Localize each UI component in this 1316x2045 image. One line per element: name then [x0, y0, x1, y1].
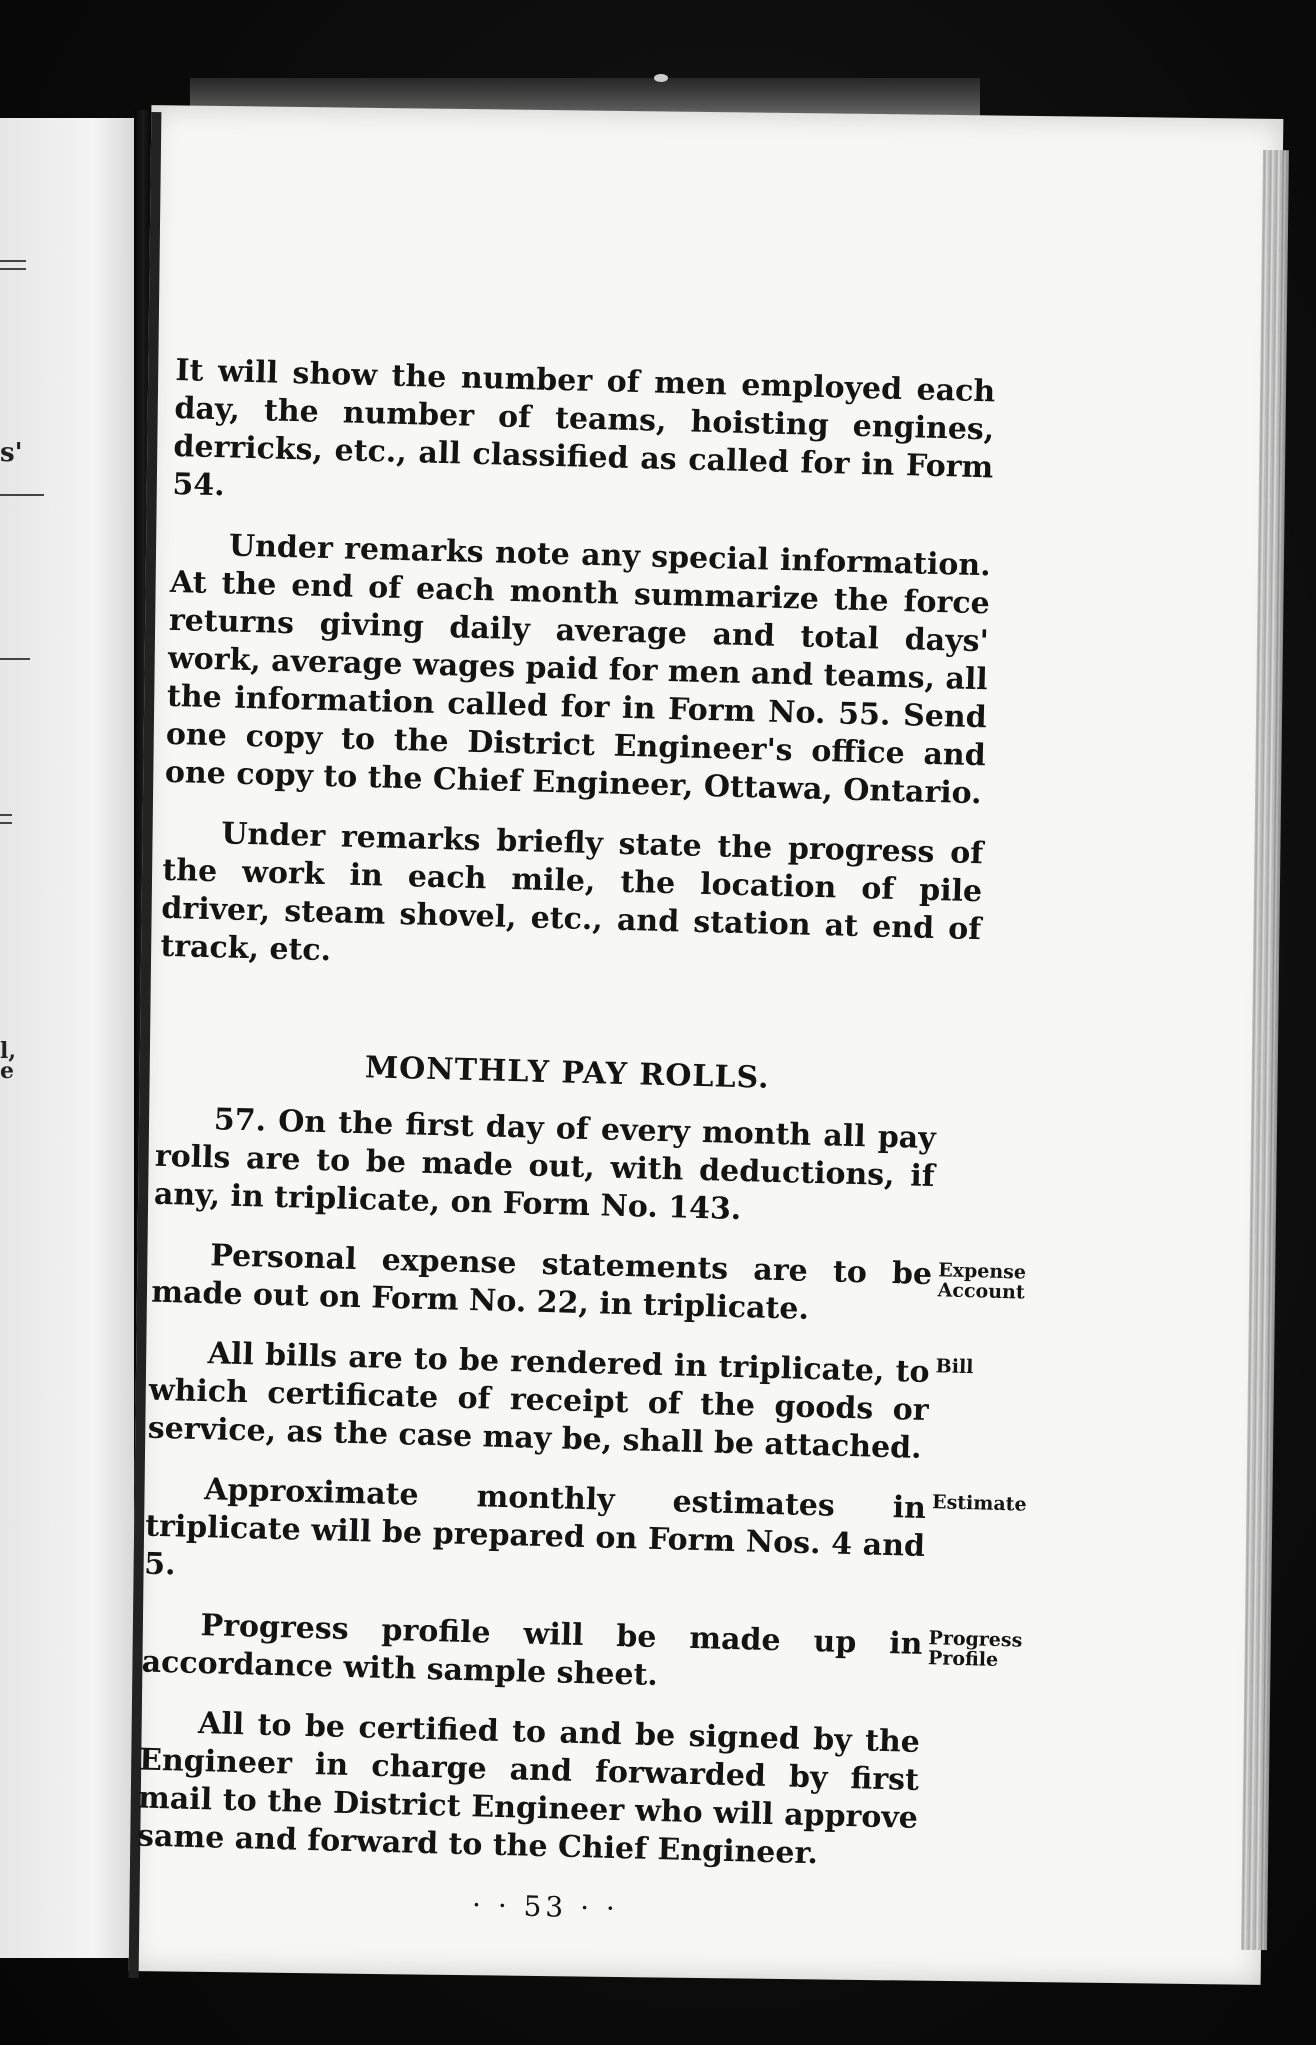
- facing-page-mark: s': [0, 438, 23, 468]
- paragraph-expense: Personal expense statements are to be made out on Form No. 22, in triplicate.: [150, 1238, 933, 1327]
- scan-speck: [654, 74, 668, 82]
- paragraph-remarks-progress: Under remarks briefly state the progress of the work in each mile, the location of pile driver, steam shovel, etc., and station at end of track, etc.: [159, 816, 984, 969]
- section-heading: MONTHLY PAY ROLLS.: [364, 1050, 771, 1096]
- page-number: · · 53 · ·: [471, 1888, 620, 1926]
- paragraph-progress: Progress profile will be made up in accordance with sample sheet.: [141, 1608, 923, 1694]
- page-text: [135, 352, 1027, 1937]
- margin-note-estimate: Estimate: [931, 1491, 1027, 1516]
- row-expense: [150, 1236, 1027, 1332]
- row-certify: [137, 1704, 921, 1876]
- margin-note-bill: Bill: [935, 1355, 974, 1379]
- paragraph-form-54: It will show the number of men employed each day, the number of teams, hoisting engines, derricks, etc., all classified as called for in Form 54.: [172, 352, 996, 504]
- facing-page-rule: [0, 268, 26, 270]
- paragraph-estimate: Approximate monthly estimates in triplicate will be prepared on Form Nos. 4 and 5.: [143, 1472, 927, 1583]
- row-progress: [141, 1606, 1023, 1702]
- margin-note-expense: Expense Account: [937, 1259, 1027, 1304]
- row-57: [153, 1100, 936, 1234]
- facing-page-rule: [0, 658, 30, 660]
- paragraph-bill: All bills are to be rendered in triplicate, to which certificate of receipt of the goods or service, as the case may be, shall be attached.: [147, 1336, 931, 1466]
- facing-page-rule: [0, 494, 44, 496]
- paragraph-57: 57. On the first day of every month all pay rolls are to be made out, with deductions, if any, in triplicate, on Form No. 143.: [153, 1102, 937, 1228]
- paragraph-certify: All to be certified to and be signed by the Engineer in charge and forwarded by first mail to the District Engineer who will approve same and forward to the Chief Engineer.: [136, 1706, 921, 1872]
- row-bill: [147, 1334, 974, 1468]
- facing-page-edge: [0, 118, 134, 1958]
- margin-note-progress: Progress Profile: [927, 1627, 1023, 1671]
- facing-page-mark: e: [0, 1058, 14, 1084]
- facing-page-rule: [0, 260, 26, 262]
- facing-page-rule: [0, 822, 12, 824]
- row-estimate: [143, 1470, 1027, 1604]
- paragraph-remarks-summary: Under remarks note any special information. At the end of each month summarize the force returns giving daily average and total days' work, average wages paid for men and teams, all the information called for in Form No. 55. Send one copy to the District Engineer's office and one copy to the Chief Engineer, Ottawa, Ontario.: [164, 528, 992, 812]
- facing-page-rule: [0, 814, 12, 816]
- facing-page-mark: l,: [0, 1038, 17, 1064]
